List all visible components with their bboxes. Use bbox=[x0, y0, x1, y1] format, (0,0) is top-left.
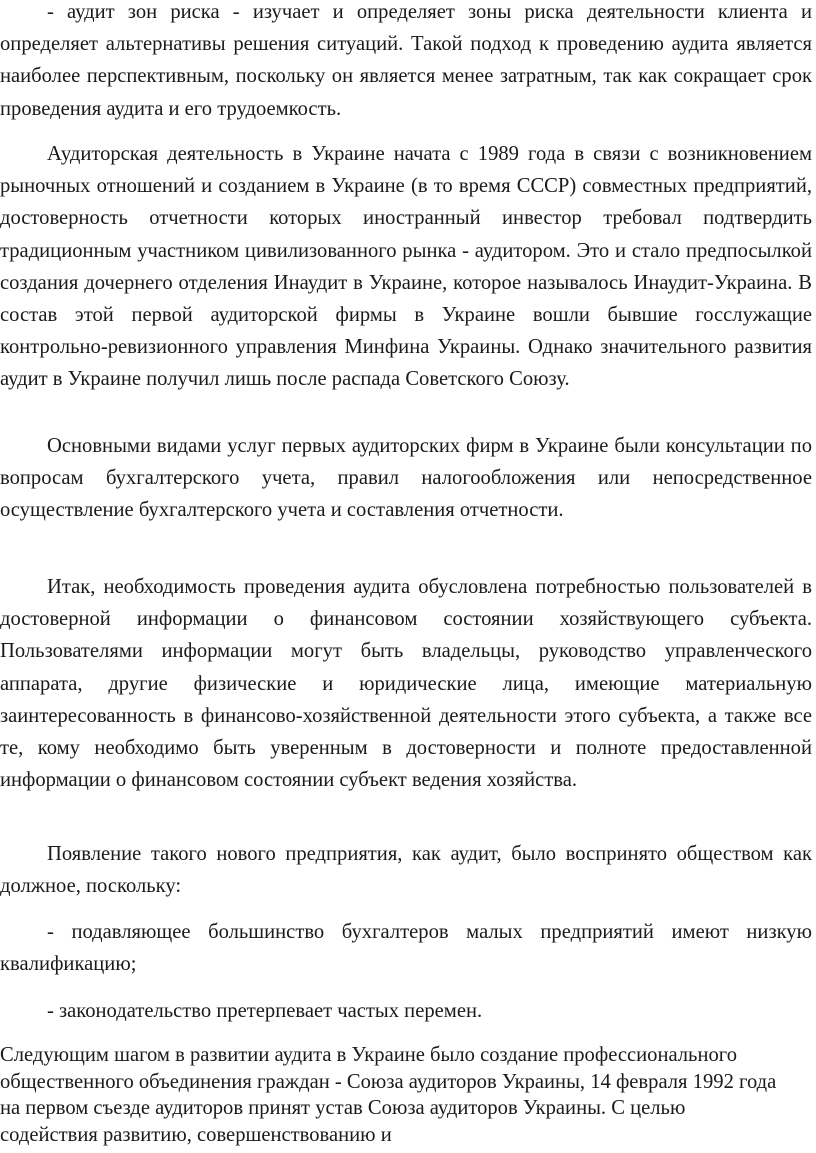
paragraph-audit-history-ukraine: Аудиторская деятельность в Украине начата с 1989 года в связи с возникновением рыночных отношений и созданием в Украине (в то время СССР) совместных предприятий, достоверность отчетности которых иностранный инвестор требовал подтвердить традиционным участником цивилизованного рынка - аудитором. Это и стало предпосылкой создания дочернего отделения Инаудит в Украине, которое называлось Инаудит-Украина. В состав этой первой аудиторской фирмы в Украине вошли бывшие госслужащие контрольно-ревизионного управления Минфина Украины. Однако значительного развития аудит в Украине получил лишь после распада Советского Союзу. bbox=[0, 143, 812, 391]
list-item-accountants-qualification: - подавляющее большинство бухгалтеров малых предприятий имеют низкую квалификацию; bbox=[0, 921, 812, 976]
paragraph-audit-acceptance: Появление такого нового предприятия, как аудит, было воспринято обществом как должное, поскольку: bbox=[0, 843, 812, 898]
paragraph-union-of-auditors: Следующим шагом в развитии аудита в Украине было создание профессионального общественного объединения граждан - Союза аудиторов Украины, 14 февраля 1992 года на первом съезде аудиторов принят устав Союза аудиторов Украины. С целью содействия развитию, совершенствованию и bbox=[0, 1044, 777, 1147]
paragraph-first-audit-services: Основными видами услуг первых аудиторских фирм в Украине были консультации по вопросам бухгалтерского учета, правил налогообложения или непосредственное осуществление бухгалтерского учета и составления отчетности. bbox=[0, 435, 812, 522]
paragraph-audit-risk-zones: - аудит зон риска - изучает и определяет зоны риска деятельности клиента и определяет альтернативы решения ситуаций. Такой подход к проведению аудита является наиболее перспективным, поскольку он является менее затратным, так как сокращает срок проведения аудита и его трудоемкость. bbox=[0, 1, 812, 120]
paragraph-audit-necessity: Итак, необходимость проведения аудита обусловлена потребностью пользователей в достоверной информации о финансовом состоянии хозяйствующего субъекта. Пользователями информации могут быть владельцы, руководство управленческого аппарата, другие физические и юридические лица, имеющие материальную заинтересованность в финансово-хозяйственной деятельности этого субъекта, а также все те, кому необходимо быть уверенным в достоверности и полноте предоставленной информации о финансовом состоянии субъект ведения хозяйства. bbox=[0, 576, 812, 792]
list-item-legislation-changes: - законодательство претерпевает частых перемен. bbox=[47, 1000, 483, 1022]
